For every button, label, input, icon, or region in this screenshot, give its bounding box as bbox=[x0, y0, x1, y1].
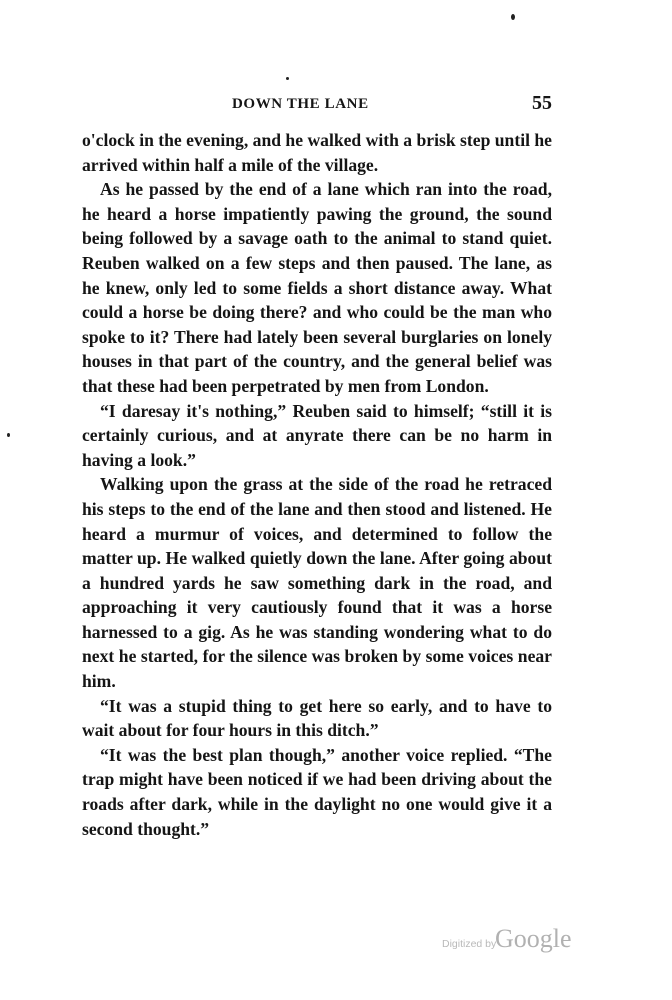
running-head: DOWN THE LANE bbox=[232, 96, 369, 112]
paragraph: “It was the best plan though,” another voice replied. “The trap might have been noticed if we had been driving about the roads after dark, while in the daylight no one would give it a second thought.” bbox=[82, 744, 552, 839]
watermark-prefix: Digitized by bbox=[442, 938, 497, 950]
paragraph: o'clock in the evening, and he walked with a brisk step until he arrived within half a mile of the village. bbox=[82, 130, 552, 175]
body-text bbox=[82, 128, 552, 841]
paragraph: “I daresay it's nothing,” Reuben said to himself; “still it is certainly curious, and at anyrate there can be no harm in having a look.” bbox=[82, 400, 552, 470]
paragraph: “It was a stupid thing to get here so early, and to have to wait about for four hours in this ditch.” bbox=[82, 695, 552, 741]
ink-speck bbox=[511, 14, 515, 20]
google-logo: Google bbox=[495, 924, 572, 953]
digitized-watermark bbox=[442, 924, 582, 960]
page-header bbox=[82, 92, 552, 116]
page-number: 55 bbox=[532, 92, 552, 114]
paragraph: Walking upon the grass at the side of the road he retraced his steps to the end of the lane and then stood and listened. He heard a murmur of voices, and determined to follow the matter up. He walked quietly down the lane. After going about a hundred yards he saw something dark in the road, and approaching it very cautiously found that it was a horse harnessed to a gig. As he was standing wondering what to do next he started, for the silence was broken by some voices near him. bbox=[82, 474, 552, 692]
paragraph: As he passed by the end of a lane which ran into the road, he heard a horse impatiently pawing the ground, the sound being followed by a savage oath to the animal to stand quiet. Reuben walked on a few steps and then paused. The lane, as he knew, only led to some fields a short distance away. What could a horse be doing there? and who could be the man who spoke to it? There had lately been several burglaries on lonely houses in that part of the country, and the general belief was that these had been perpetrated by men from London. bbox=[82, 179, 552, 396]
ink-speck bbox=[7, 433, 10, 437]
ink-speck bbox=[286, 77, 289, 80]
